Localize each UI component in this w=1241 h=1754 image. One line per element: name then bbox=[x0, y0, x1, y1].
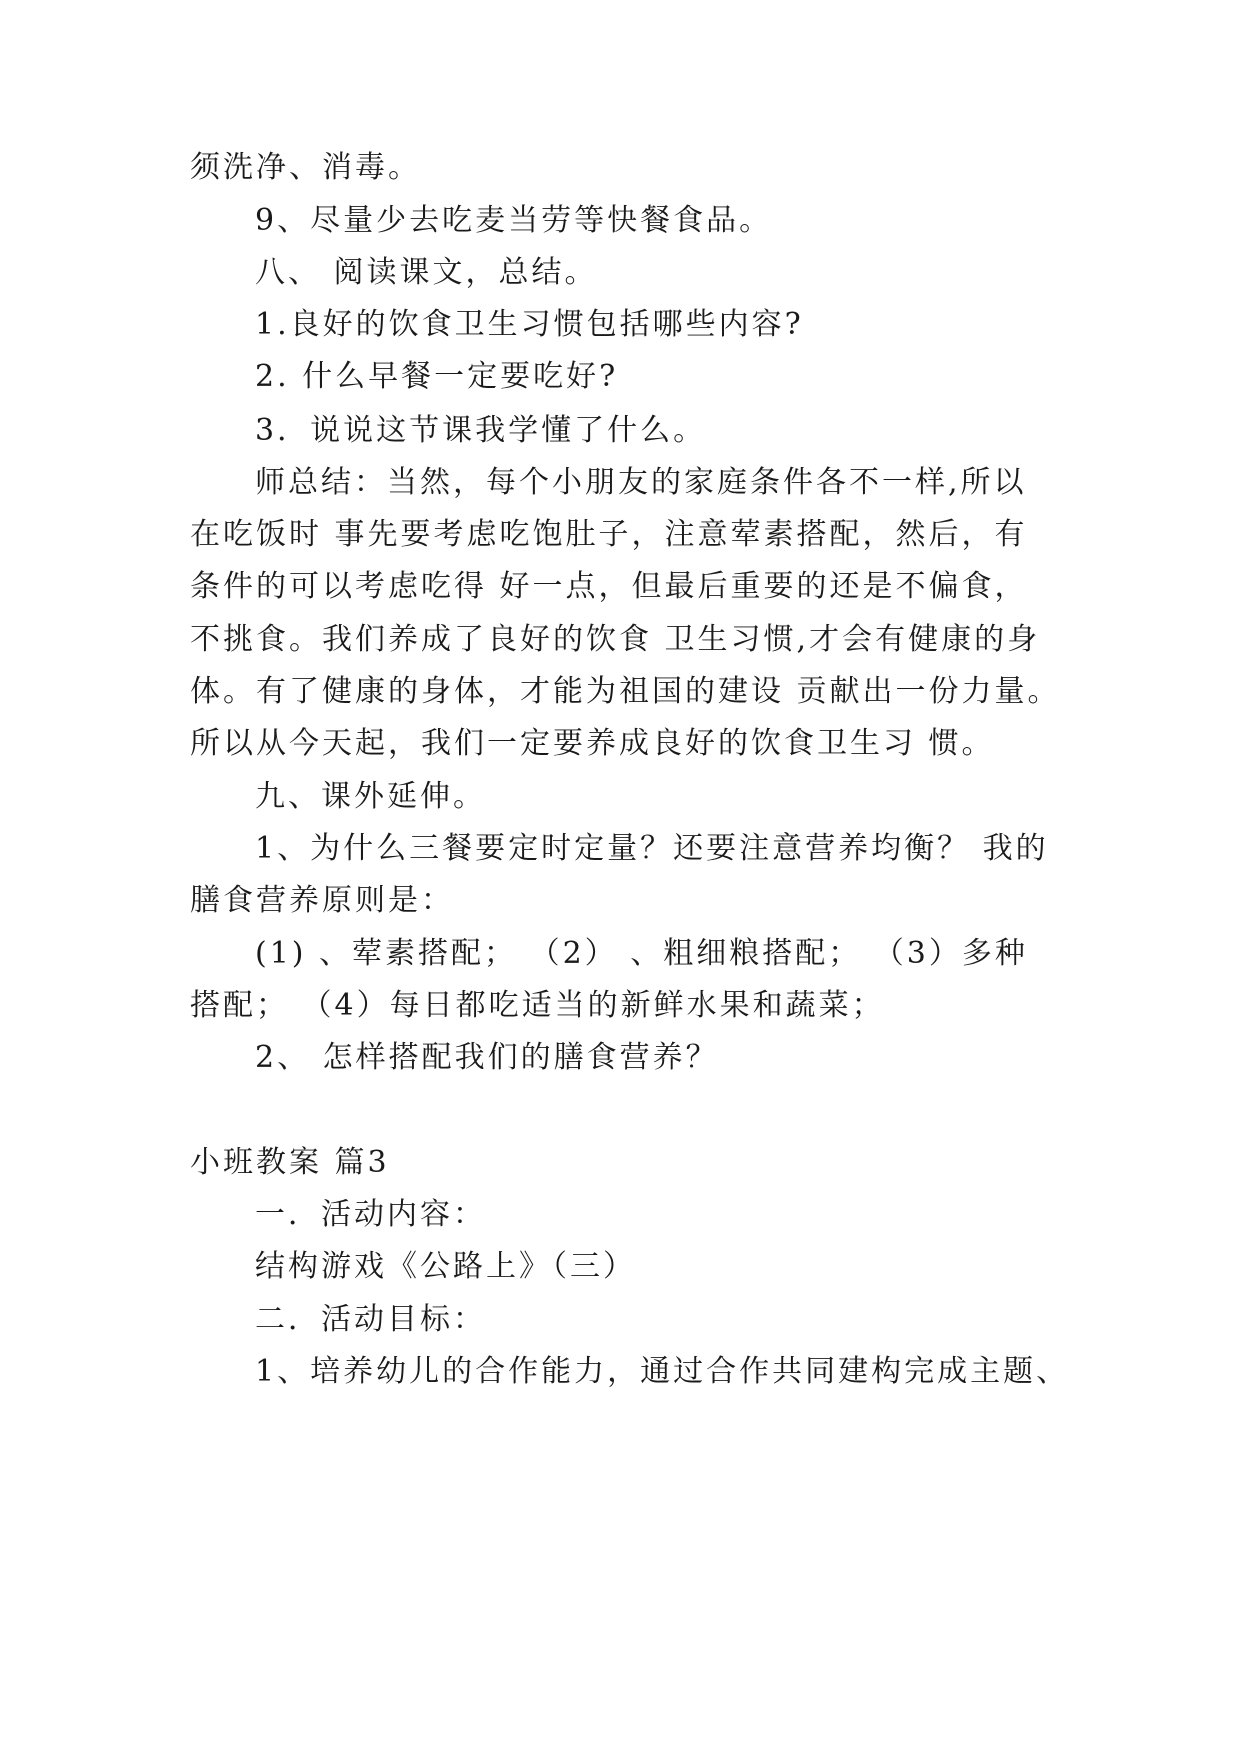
text-line: 须洗净、消毒。 bbox=[190, 150, 421, 185]
text-line: 结构游戏《公路上》（三） bbox=[255, 1249, 636, 1284]
text-line: 所以从今天起，我们一定要养成良好的饮食卫生习 惯。 bbox=[190, 726, 995, 761]
section-heading: 一．活动内容： bbox=[255, 1197, 486, 1232]
text-line: 9、尽量少去吃麦当劳等快餐食品。 bbox=[255, 203, 773, 238]
text-line: 膳食营养原则是： bbox=[190, 883, 454, 918]
text-line: 1、为什么三餐要定时定量？还要注意营养均衡？ 我的 bbox=[255, 831, 1049, 866]
section-heading: 二．活动目标： bbox=[255, 1302, 486, 1337]
text-line: 体。有了健康的身体，才能为祖国的建设 贡献出一份力量。 bbox=[190, 674, 1061, 709]
text-line: 2. 什么早餐一定要吃好? bbox=[255, 359, 619, 394]
text-line: 不挑食。我们养成了良好的饮食 卫生习惯,才会有健康的身 bbox=[190, 622, 1041, 657]
text-line: 2、 怎样搭配我们的膳食营养？ bbox=[255, 1040, 719, 1075]
text-line: 1.良好的饮食卫生习惯包括哪些内容? bbox=[255, 307, 804, 342]
document-title: 小班教案 篇3 bbox=[190, 1145, 390, 1180]
text-line: 1、培养幼儿的合作能力，通过合作共同建构完成主题、 bbox=[255, 1354, 1070, 1389]
text-line: 师总结：当然，每个小朋友的家庭条件各不一样,所以 bbox=[255, 465, 1027, 500]
section-heading: 九、课外延伸。 bbox=[255, 779, 486, 814]
text-line: 条件的可以考虑吃得 好一点，但最后重要的还是不偏食， bbox=[190, 569, 1028, 604]
text-line: 3．说说这节课我学懂了什么。 bbox=[255, 413, 707, 448]
section-heading: 八、 阅读课文，总结。 bbox=[255, 255, 598, 290]
text-line: (1) 、荤素搭配； （2） 、粗细粮搭配； （3）多种 bbox=[255, 936, 1028, 971]
text-line: 搭配； （4）每日都吃适当的新鲜水果和蔬菜； bbox=[190, 988, 885, 1023]
text-line: 在吃饭时 事先要考虑吃饱肚子，注意荤素搭配，然后，有 bbox=[190, 517, 1028, 552]
